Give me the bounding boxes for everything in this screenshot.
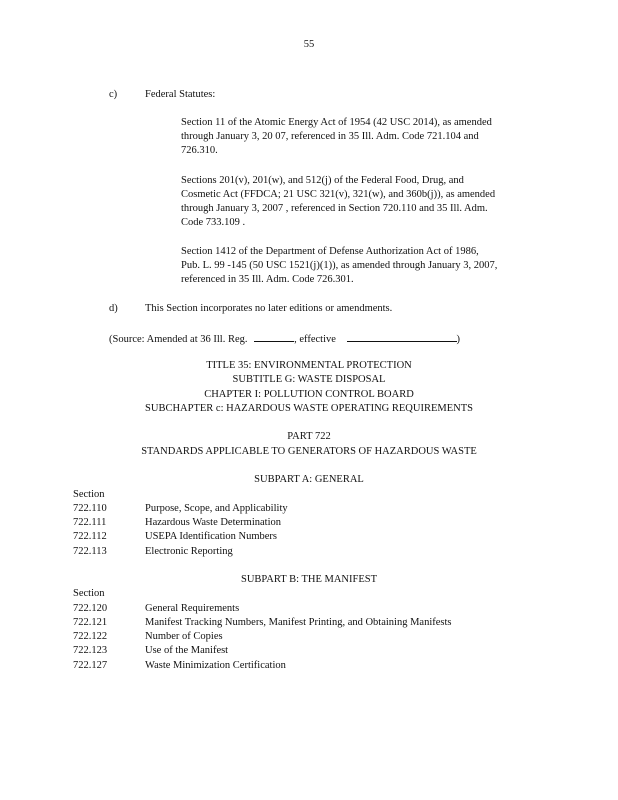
page-number: 55 [303, 39, 315, 50]
toc-entry [0, 545, 618, 559]
toc-section-title: Waste Minimization Certification [145, 660, 286, 671]
source-note-middle: , effective [294, 334, 336, 345]
toc-section-title: USEPA Identification Numbers [145, 531, 278, 542]
statute-paragraph [181, 174, 495, 230]
toc-section-number: 722.123 [73, 645, 108, 656]
toc-section-number: 722.112 [73, 531, 107, 542]
statute-paragraph [181, 116, 492, 158]
toc-section-title: Electronic Reporting [145, 546, 233, 557]
toc-entry [0, 644, 618, 658]
statute-line: 726.310. [181, 145, 218, 156]
section-d-text: This Section incorporates no later editions or amendments. [145, 303, 393, 314]
statute-line: Pub. L. 99 -145 (50 USC 1521(j)(1)), as amended through January 3, 2007, [181, 260, 498, 271]
statute-line: Section 1412 of the Department of Defense Authorization Act of 1986, [181, 246, 479, 257]
toc-section-number: 722.120 [73, 603, 108, 614]
section-d-marker: d) [109, 303, 118, 314]
section-column-label: Section [73, 489, 105, 500]
statute-line: Section 11 of the Atomic Energy Act of 1954 (42 USC 2014), as amended [181, 117, 492, 128]
toc-section-number: 722.127 [73, 660, 108, 671]
chapter-heading: CHAPTER I: POLLUTION CONTROL BOARD [204, 389, 414, 400]
toc-section-title: Purpose, Scope, and Applicability [145, 503, 288, 514]
source-note-prefix: (Source: Amended at 36 Ill. Reg. [109, 334, 248, 345]
source-note-suffix: ) [456, 334, 461, 345]
section-column-label: Section [73, 588, 105, 599]
toc-entry [0, 530, 618, 544]
toc-section-number: 722.111 [73, 517, 107, 528]
toc-section-title: General Requirements [145, 603, 240, 614]
title-heading: TITLE 35: ENVIRONMENTAL PROTECTION [206, 360, 412, 371]
subtitle-heading: SUBTITLE G: WASTE DISPOSAL [232, 374, 386, 385]
statute-paragraph [181, 245, 497, 287]
statute-line: referenced in 35 Ill. Adm. Code 726.301. [181, 274, 354, 285]
toc-section-number: 722.113 [73, 546, 107, 557]
toc-section-number: 722.121 [73, 617, 108, 628]
toc-section-number: 722.110 [73, 503, 107, 514]
statute-line: through January 3, 2007 , referenced in Section 720.110 and 35 Ill. Adm. [181, 203, 488, 214]
effective-date-blank [347, 331, 457, 342]
subpart-a-heading: SUBPART A: GENERAL [254, 474, 364, 485]
statute-line: Cosmetic Act (FFDCA; 21 USC 321(v), 321(w), and 360b(j)), as amended [181, 189, 496, 200]
toc-entry [0, 659, 618, 673]
toc-entry [0, 502, 618, 516]
toc-section-title: Manifest Tracking Numbers, Manifest Printing, and Obtaining Manifests [145, 617, 452, 628]
source-note [109, 331, 460, 347]
toc-section-title: Use of the Manifest [145, 645, 229, 656]
register-blank [254, 331, 294, 342]
statute-line: Sections 201(v), 201(w), and 512(j) of the Federal Food, Drug, and [181, 175, 464, 186]
toc-entry [0, 630, 618, 644]
part-name-heading: STANDARDS APPLICABLE TO GENERATORS OF HAZARDOUS WASTE [141, 446, 477, 457]
subpart-b-heading: SUBPART B: THE MANIFEST [240, 574, 377, 585]
toc-entry [0, 616, 618, 630]
toc-section-title: Hazardous Waste Determination [145, 517, 281, 528]
subchapter-heading: SUBCHAPTER c: HAZARDOUS WASTE OPERATING REQUIREMENTS [145, 403, 473, 414]
statute-line: Code 733.109 . [181, 217, 246, 228]
section-c-marker: c) [109, 89, 118, 100]
statute-line: through January 3, 20 07, referenced in 35 Ill. Adm. Code 721.104 and [181, 131, 479, 142]
toc-entry [0, 602, 618, 616]
toc-section-title: Number of Copies [145, 631, 223, 642]
toc-section-number: 722.122 [73, 631, 108, 642]
section-c-heading: Federal Statutes: [145, 89, 216, 100]
toc-entry [0, 516, 618, 530]
part-heading: PART 722 [287, 431, 331, 442]
